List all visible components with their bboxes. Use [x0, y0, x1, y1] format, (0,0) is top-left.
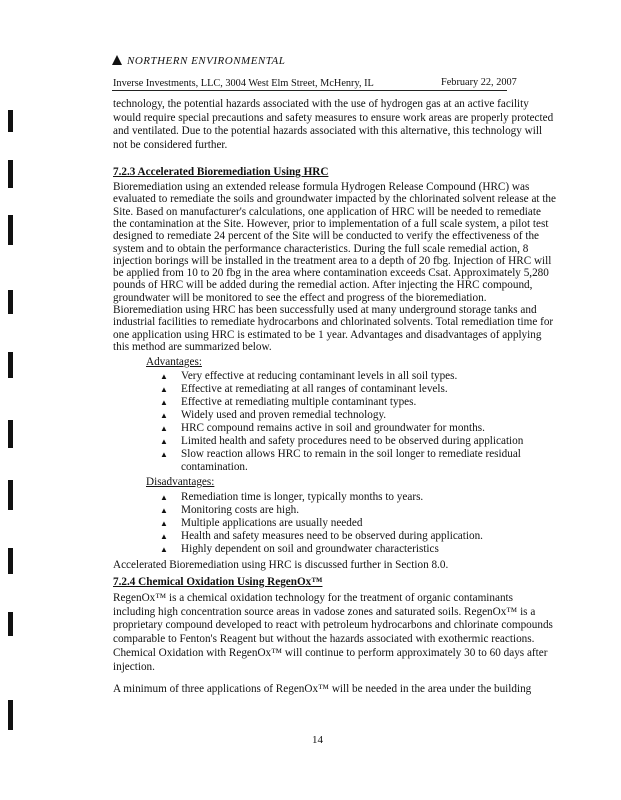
triangle-bullet-icon: ▲	[160, 450, 168, 459]
text-line: pounds of HRC will be added during the remedial action. After injecting the HRC compound,	[113, 279, 533, 292]
text-line: and ventilated. Due to the potential hazards associated with this alternative, this technology will	[113, 125, 543, 138]
advantages-label: Advantages:	[146, 356, 202, 368]
triangle-bullet-icon: ▲	[160, 493, 168, 502]
scan-artifact	[8, 215, 13, 245]
scan-artifact	[8, 420, 13, 448]
list-item: Effective at remediating at all ranges of contaminant levels.	[181, 383, 448, 395]
list-item: HRC compound remains active in soil and groundwater for months.	[181, 422, 485, 434]
scan-artifact	[8, 612, 13, 636]
text-line: not be considered further.	[113, 139, 228, 152]
text-line: proprietary compound developed to react with petroleum hydrocarbons and chlorinate compounds	[113, 619, 553, 632]
list-item: Effective at remediating multiple contaminant types.	[181, 396, 417, 408]
text-line: including high concentration source areas in vadose zones and saturated soils. RegenOx™ is a	[113, 605, 536, 618]
list-item: Widely used and proven remedial technology.	[181, 409, 387, 421]
text-line: be applied from 10 to 20 fbg in the area where contamination exceeds Csat. Approximately 5,280	[113, 267, 549, 280]
text-line: industrial facilities to remediate hydrocarbons and chlorinated solvents. Total remediation time for	[113, 316, 554, 329]
page-number: 14	[312, 734, 323, 746]
triangle-bullet-icon: ▲	[160, 437, 168, 446]
disadvantages-label: Disadvantages:	[146, 476, 215, 488]
section-heading-regenox: 7.2.4 Chemical Oxidation Using RegenOx™	[113, 576, 323, 588]
company-logo	[112, 55, 285, 67]
triangle-bullet-icon: ▲	[160, 519, 168, 528]
text-line: the contamination at the Site. However, prior to implementation of a full scale system, a pilot test	[113, 217, 549, 230]
triangle-bullet-icon: ▲	[160, 398, 168, 407]
scan-artifact	[8, 160, 13, 188]
scan-artifact	[8, 290, 13, 314]
header-date: February 22, 2007	[441, 77, 517, 88]
text-line: designed to remediate 24 percent of the Site will be conducted to verify the effectiveness of the	[113, 230, 540, 243]
text-line: Chemical Oxidation with RegenOx™ will continue to perform approximately 30 to 60 days after	[113, 646, 548, 659]
section-heading-hrc: 7.2.3 Accelerated Bioremediation Using HRC	[113, 166, 329, 178]
text-line: injection borings will be installed in the treatment area to a depth of 20 fbg. Injection of HRC will	[113, 254, 552, 267]
text-line: RegenOx™ is a chemical oxidation technology for the treatment of organic contaminants	[113, 592, 514, 604]
paragraph-applications: A minimum of three applications of RegenOx™ will be needed in the area under the building	[113, 683, 532, 695]
text-line: system and to obtain the performance characteristics. During the full scale remedial action, 8	[113, 242, 529, 255]
text-line: Bioremediation using HRC has been successfully used at many underground storage tanks and	[113, 304, 537, 316]
text-line: this method are summarized below.	[113, 340, 272, 353]
text-line: evaluated to remediate the soils and groundwater impacted by the chlorinated solvent release at the	[113, 193, 556, 206]
company-name: NORTHERN ENVIRONMENTAL	[127, 55, 286, 67]
list-item: Health and safety measures need to be observed during application.	[181, 530, 483, 542]
list-item: contamination.	[181, 461, 248, 473]
text-line: technology, the potential hazards associated with the use of hydrogen gas at an active facility	[113, 98, 529, 110]
text-line: groundwater will be monitored to see the effect and progress of the bioremediation.	[113, 291, 487, 304]
list-item: Remediation time is longer, typically months to years.	[181, 491, 424, 503]
header-client: Inverse Investments, LLC, 3004 West Elm Street, McHenry, IL	[113, 78, 374, 89]
list-item: Highly dependent on soil and groundwater characteristics	[181, 543, 439, 555]
list-item: Limited health and safety procedures need to be observed during application	[181, 435, 524, 447]
text-line: Bioremediation using an extended release formula Hydrogen Release Compound (HRC) was	[113, 181, 530, 193]
triangle-logo-icon	[112, 55, 122, 65]
triangle-bullet-icon: ▲	[160, 424, 168, 433]
header-rule	[112, 90, 507, 91]
text-line: comparable to Fenton's Reagent but without the hazards associated with exothermic reactions.	[113, 633, 535, 646]
text-line: would require special precautions and safety measures to ensure work areas are properly protected	[113, 111, 554, 124]
triangle-bullet-icon: ▲	[160, 385, 168, 394]
scan-artifact	[8, 548, 13, 574]
list-item: Monitoring costs are high.	[181, 504, 300, 516]
list-item: Slow reaction allows HRC to remain in the soil longer to remediate residual	[181, 448, 521, 460]
scan-artifact	[8, 110, 13, 132]
scan-artifact	[8, 480, 13, 510]
scan-artifact	[8, 352, 13, 378]
triangle-bullet-icon: ▲	[160, 372, 168, 381]
text-line: one application using HRC is estimated to be 1 year. Advantages and disadvantages of applying	[113, 328, 542, 341]
list-item: Multiple applications are usually needed	[181, 517, 363, 529]
triangle-bullet-icon: ▲	[160, 532, 168, 541]
closing-sentence: Accelerated Bioremediation using HRC is discussed further in Section 8.0.	[113, 559, 449, 571]
triangle-bullet-icon: ▲	[160, 506, 168, 515]
scan-artifact	[8, 700, 13, 730]
text-line: Site. Based on manufacturer's calculations, one application of HRC will be needed to remediate	[113, 205, 541, 218]
list-item: Very effective at reducing contaminant levels in all soil types.	[181, 370, 458, 382]
text-line: injection.	[113, 660, 155, 673]
triangle-bullet-icon: ▲	[160, 545, 168, 554]
triangle-bullet-icon: ▲	[160, 411, 168, 420]
